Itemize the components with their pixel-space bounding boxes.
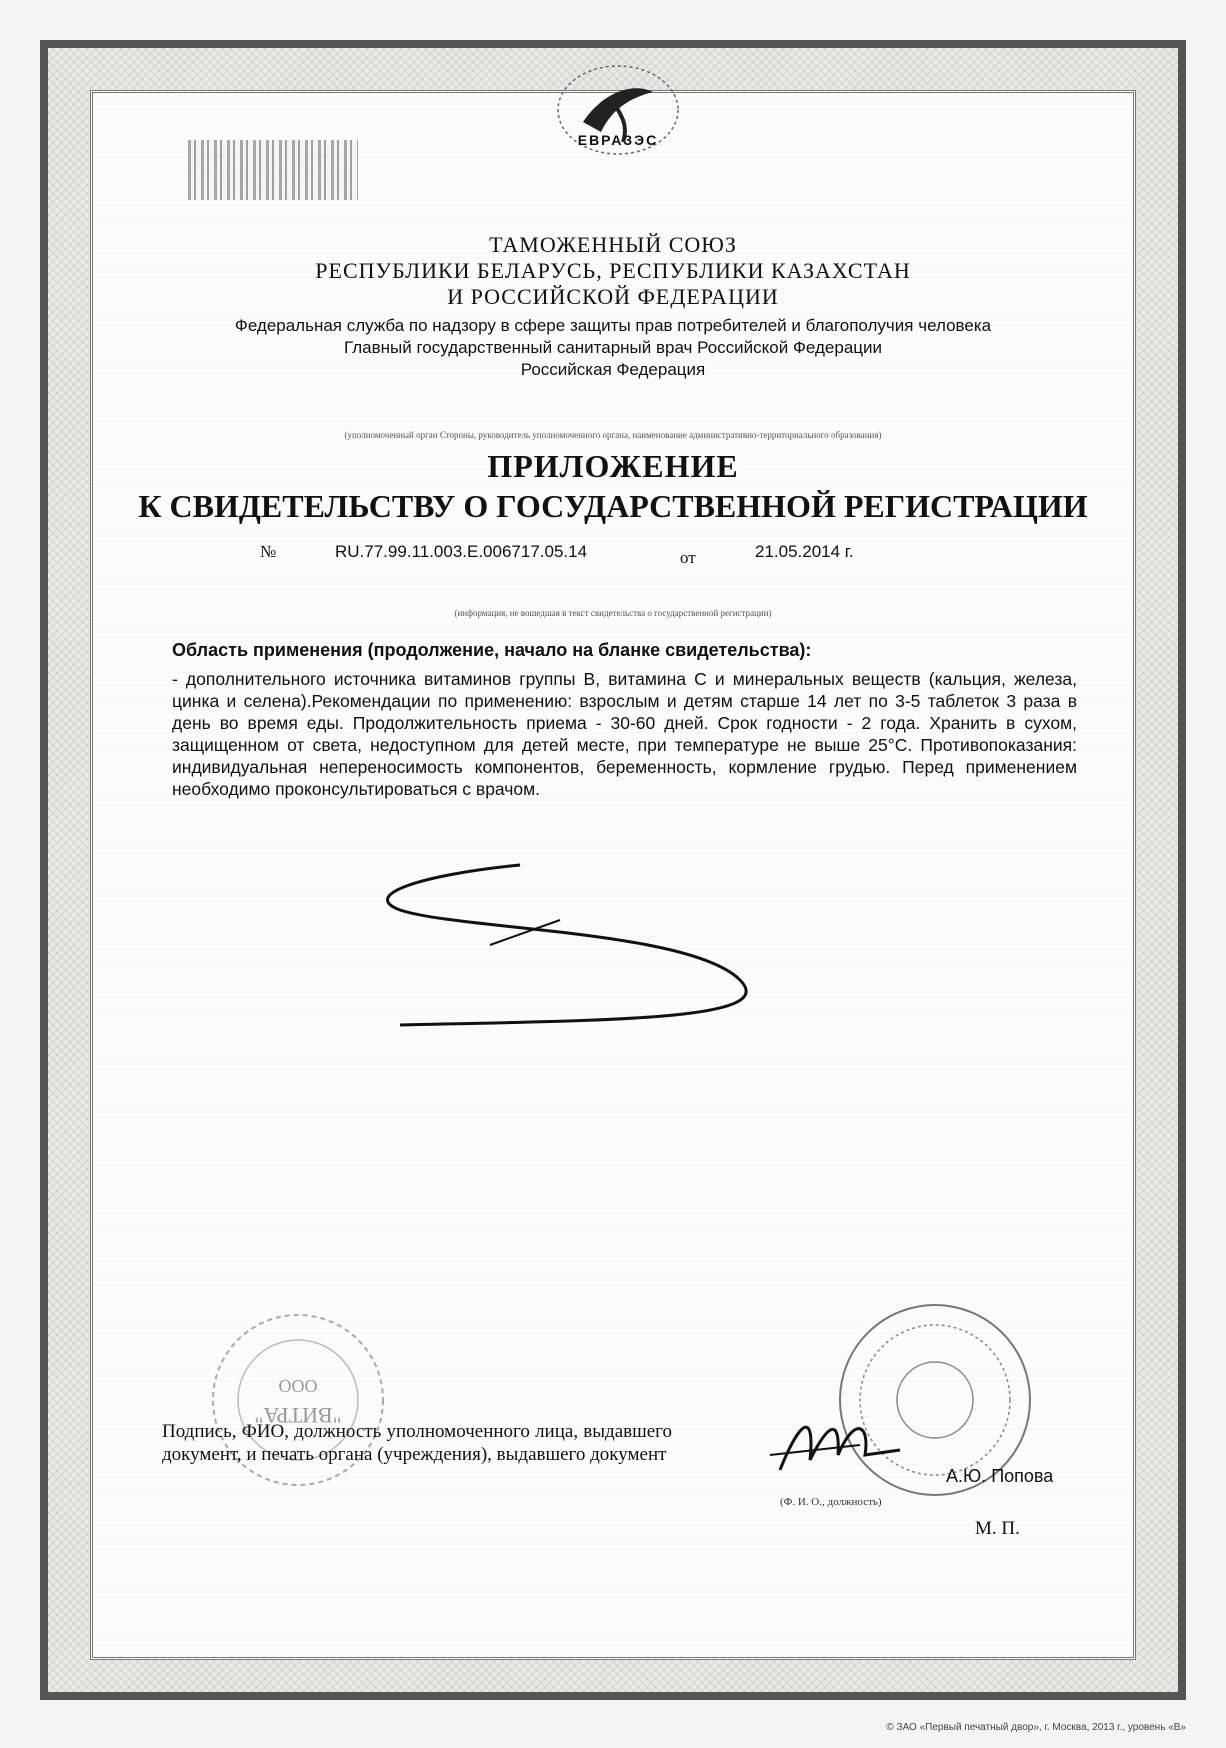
official-signature (770, 1400, 940, 1490)
date-label: от (680, 548, 696, 567)
seal-place-label: М. П. (975, 1518, 1020, 1539)
agency-name: Федеральная служба по надзору в сфере защиты прав потребителей и благополучия человека (234, 316, 992, 335)
header-line-1: ТАМОЖЕННЫЙ СОЮЗ (489, 232, 737, 257)
official-title: Главный государственный санитарный врач Российской Федерации (344, 338, 882, 357)
document-subtitle: К СВИДЕТЕЛЬСТВУ О ГОСУДАРСТВЕННОЙ РЕГИСТРАЦИИ (138, 488, 1088, 524)
header-line-3: И РОССИЙСКОЙ ФЕДЕРАЦИИ (447, 284, 779, 309)
stamp-line-1: ООО (278, 1376, 318, 1396)
registration-number: RU.77.99.11.003.E.006717.05.14 (335, 542, 588, 561)
number-label: № (260, 542, 277, 561)
registration-line (260, 542, 1040, 572)
authority-caption: (уполномоченный орган Стороны, руководитель уполномоченного органа, наименование административно-территориального образования) (344, 430, 882, 440)
signer-name: А.Ю. Попова (946, 1466, 1054, 1486)
signature-caption: Подпись, ФИО, должность уполномоченного лица, выдавшего документ, и печать органа (учреждения), выдавшего документ (162, 1421, 672, 1465)
handwritten-signature (360, 850, 800, 1050)
scope-heading: Область применения (продолжение, начало на бланке свидетельства): (172, 640, 812, 660)
eurasec-emblem-icon (553, 62, 683, 172)
fio-caption: (Ф. И. О., должность) (780, 1496, 882, 1508)
printer-footer: © ЗАО «Первый печатный двор», г. Москва, 2013 г., уровень «В» (886, 1722, 1186, 1733)
stamp-line-2: "ВИТРА" (254, 1403, 342, 1428)
header-line-2: РЕСПУБЛИКИ БЕЛАРУСЬ, РЕСПУБЛИКИ КАЗАХСТАН (315, 258, 911, 283)
security-code-pattern (188, 140, 358, 200)
document-title: ПРИЛОЖЕНИЕ (487, 448, 739, 484)
country-name: Российская Федерация (520, 360, 706, 379)
scope-text: - дополнительного источника витаминов группы В, витамина С и минеральных веществ (кальция, железа, цинка и селена).Рекомендации по применению: взрослым и детям старше 14 лет по 3-5 таблеток 3 раза в день во время еды. Продолжительность приема - 30-60 дней. Срок годности - 2 года. Хранить в сухом, защищенном от света, недоступном для детей месте, при температуре не выше 25°С. Противопоказания: индивидуальная непереносимость компонентов, беременность, кормление грудью. Перед применением необходимо проконсультироваться с врачом. (172, 669, 1077, 799)
registration-date: 21.05.2014 г. (755, 542, 854, 561)
emblem-label: ЕВРАЗЭС (577, 132, 659, 148)
registration-caption: (информация, не вошедшая в текст свидетельства о государственной регистрации) (454, 608, 772, 618)
